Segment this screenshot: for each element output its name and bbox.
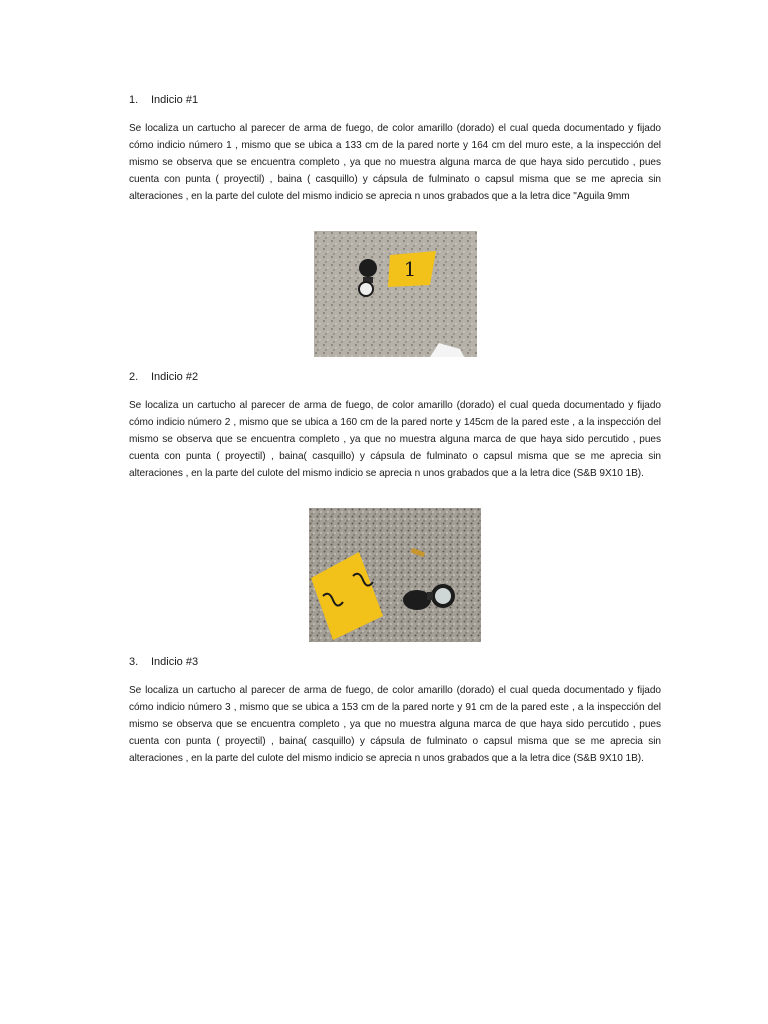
svg-text:1: 1 [403, 257, 417, 281]
section-paragraph: Se localiza un cartucho al parecer de arma de fuego, de color amarillo (dorado) el cual queda documentado y fijado cómo indicio número 1 , mismo que se ubica a 133 cm de la pared norte y 164 cm del muro este, a la inspección del mismo se observa que se encuentra completo , ya que no muestra alguna marca de que haya sido percutido , pues cuenta con punta ( proyectil) , baina ( casquillo) y cápsula de fulminato o capsul misma que se me aprecia sin alteraciones , en la parte del culote del mismo indicio se aprecia n unos grabados que a la letra dice "Aguila 9mm [129, 123, 661, 203]
evidence-marker-1 [388, 251, 436, 287]
section-3 [129, 655, 661, 767]
section-title: Indicio #3 [151, 656, 199, 668]
svg-text:2: 2 [347, 604, 348, 605]
section-1 [129, 93, 661, 205]
section-number: 1. [129, 94, 139, 106]
section-title: Indicio #1 [151, 94, 199, 106]
section-heading [129, 93, 661, 107]
section-number: 3. [129, 656, 139, 668]
evidence-photo-2 [309, 508, 481, 642]
section-title: Indicio #2 [151, 371, 199, 383]
section-number: 2. [129, 371, 139, 383]
section-paragraph: Se localiza un cartucho al parecer de arma de fuego, de color amarillo (dorado) el cual queda documentado y fijado cómo indicio número 3 , mismo que se ubica a 153 cm de la pared norte y 91 cm de la pared este , a la inspección del mismo se observa que se encuentra completo , ya que no muestra alguna marca de que haya sido percutido , pues cuenta con punta ( proyectil) , baina( casquillo) y cápsula de fulminato o capsul misma que se me aprecia sin alteraciones , en la parte del culote del mismo indicio se aprecia n unos grabados que a la letra dice (S&B 9X10 1B). [129, 685, 661, 765]
section-heading [129, 655, 661, 669]
section-paragraph: Se localiza un cartucho al parecer de arma de fuego, de color amarillo (dorado) el cual queda documentado y fijado cómo indicio número 2 , mismo que se ubica a 160 cm de la pared norte y 145cm de la pared este , a la inspección del mismo se observa que se encuentra completo , ya que no muestra alguna marca de que haya sido percutido , pues cuenta con punta ( proyectil) , baina( casquillo) y cápsula de fulminato o capsul misma que se me aprecia sin alteraciones , en la parte del culote del mismo indicio se aprecia n unos grabados que a la letra dice (S&B 9X10 1B). [129, 400, 661, 480]
section-2 [129, 370, 661, 482]
evidence-photo-1 [314, 231, 477, 357]
section-heading [129, 370, 661, 384]
